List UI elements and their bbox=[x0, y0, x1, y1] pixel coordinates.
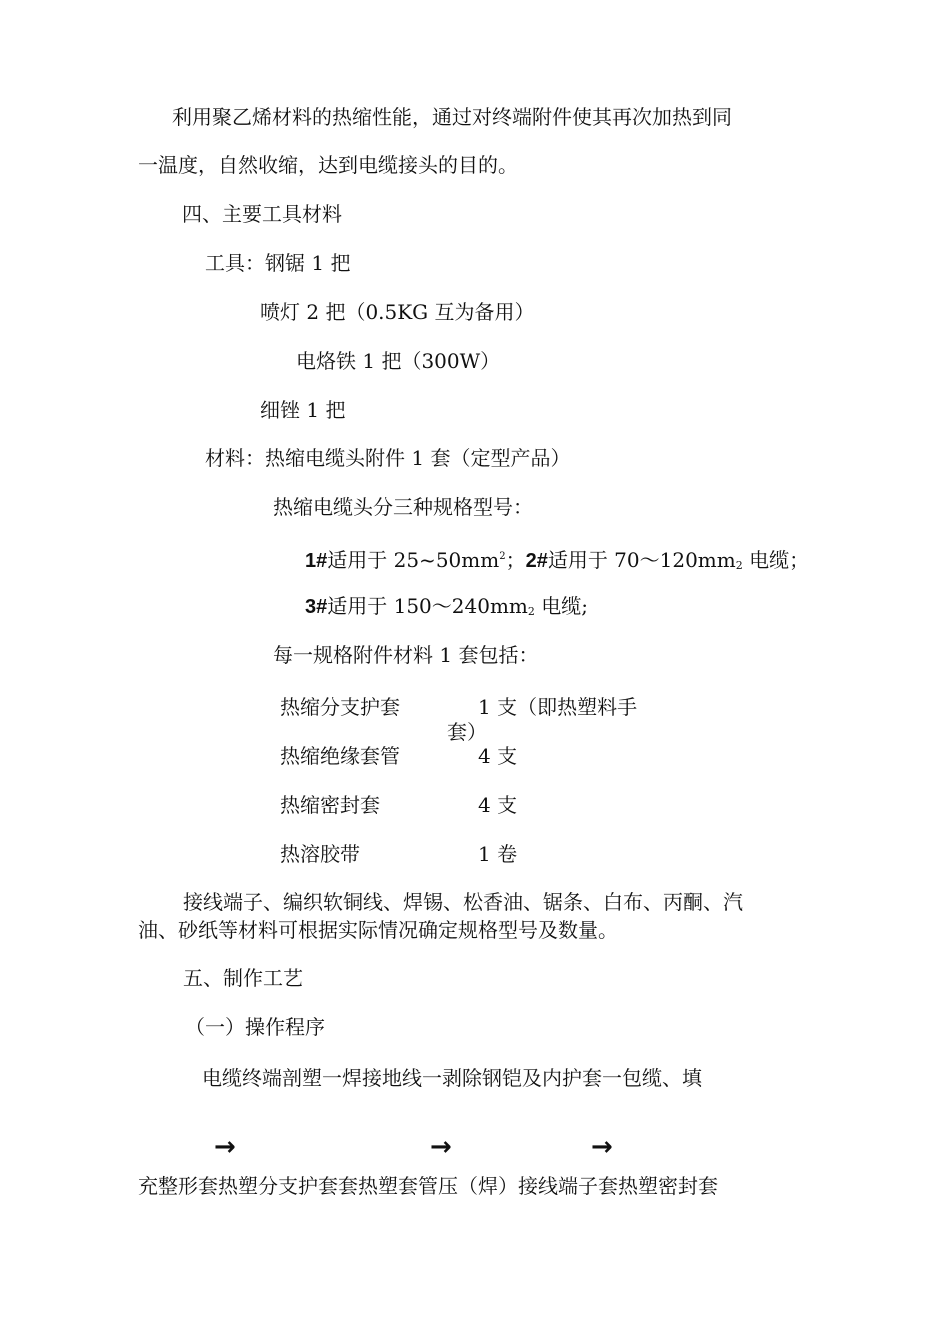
materials-line-2: 热缩电缆头分三种规格型号： bbox=[273, 495, 533, 519]
section-4-title: 四、主要工具材料 bbox=[182, 202, 342, 226]
tools-line-4: 细锉 1 把 bbox=[260, 398, 346, 422]
procedure-line-1: 电缆终端剖塑一焊接地线一剥除钢铠及内护套一包缆、填 bbox=[202, 1066, 702, 1090]
package-item-name: 热缩分支护套 bbox=[280, 695, 400, 719]
package-item-name: 热缩绝缘套管 bbox=[280, 744, 400, 768]
spec-2-tail: 电缆； bbox=[742, 548, 810, 572]
materials-line-1: 材料：热缩电缆头附件 1 套（定型产品） bbox=[205, 446, 571, 470]
arrow-icon: → bbox=[591, 1132, 613, 1162]
spec-3-sub: 2 bbox=[527, 605, 535, 618]
package-item-overflow bbox=[447, 720, 487, 744]
package-item-name: 热溶胶带 bbox=[280, 842, 360, 866]
spec-3-range: 适用于 150～240mm bbox=[327, 594, 528, 618]
tools-line-3: 电烙铁 1 把（300W） bbox=[296, 349, 501, 373]
spec-2-range: 适用于 70～120mm bbox=[547, 548, 736, 572]
spec-line-2 bbox=[305, 594, 588, 624]
arrow-icon: → bbox=[430, 1132, 452, 1162]
tools-line-1: 工具：钢锯 1 把 bbox=[205, 251, 351, 275]
other-materials-line-2: 油、砂纸等材料可根据实际情况确定规格型号及数量。 bbox=[138, 918, 618, 942]
spec-1-sep: ； bbox=[505, 548, 526, 572]
tools-line-2: 喷灯 2 把（0.5KG 互为备用） bbox=[260, 300, 535, 324]
section-5-title: 五、制作工艺 bbox=[183, 966, 303, 990]
intro-line-2: 一温度，自然收缩，达到电缆接头的目的。 bbox=[138, 153, 518, 177]
package-item-qty: 1 支（即热塑料手 bbox=[478, 695, 638, 719]
spec-3-code: 3# bbox=[305, 596, 328, 618]
package-item-qty: 4 支 bbox=[478, 744, 518, 768]
procedure-line-2: 充整形套热塑分支护套套热塑套管压（焊）接线端子套热塑密封套 bbox=[138, 1174, 718, 1198]
spec-1-sup: 2 bbox=[499, 551, 506, 562]
package-intro: 每一规格附件材料 1 套包括： bbox=[273, 643, 539, 667]
spec-2-sub: 2 bbox=[735, 559, 743, 572]
subsection-1-title: （一）操作程序 bbox=[185, 1015, 325, 1039]
package-overflow-text: 套） bbox=[447, 720, 487, 744]
spec-2-code: 2# bbox=[525, 550, 548, 572]
spec-3-tail: 电缆; bbox=[534, 594, 588, 618]
spec-line-1 bbox=[305, 545, 809, 578]
other-materials-line-1: 接线端子、编织软铜线、焊锡、松香油、锯条、白布、丙酮、汽 bbox=[183, 890, 743, 914]
arrow-icon: → bbox=[214, 1132, 236, 1162]
package-item-qty: 1 卷 bbox=[478, 842, 518, 866]
spec-1-range: 适用于 25~50mm bbox=[327, 548, 500, 572]
intro-line-1: 利用聚乙烯材料的热缩性能，通过对终端附件使其再次加热到同 bbox=[172, 105, 732, 129]
package-item-name: 热缩密封套 bbox=[280, 793, 380, 817]
spec-1-code: 1# bbox=[305, 550, 328, 572]
package-item-qty: 4 支 bbox=[478, 793, 518, 817]
